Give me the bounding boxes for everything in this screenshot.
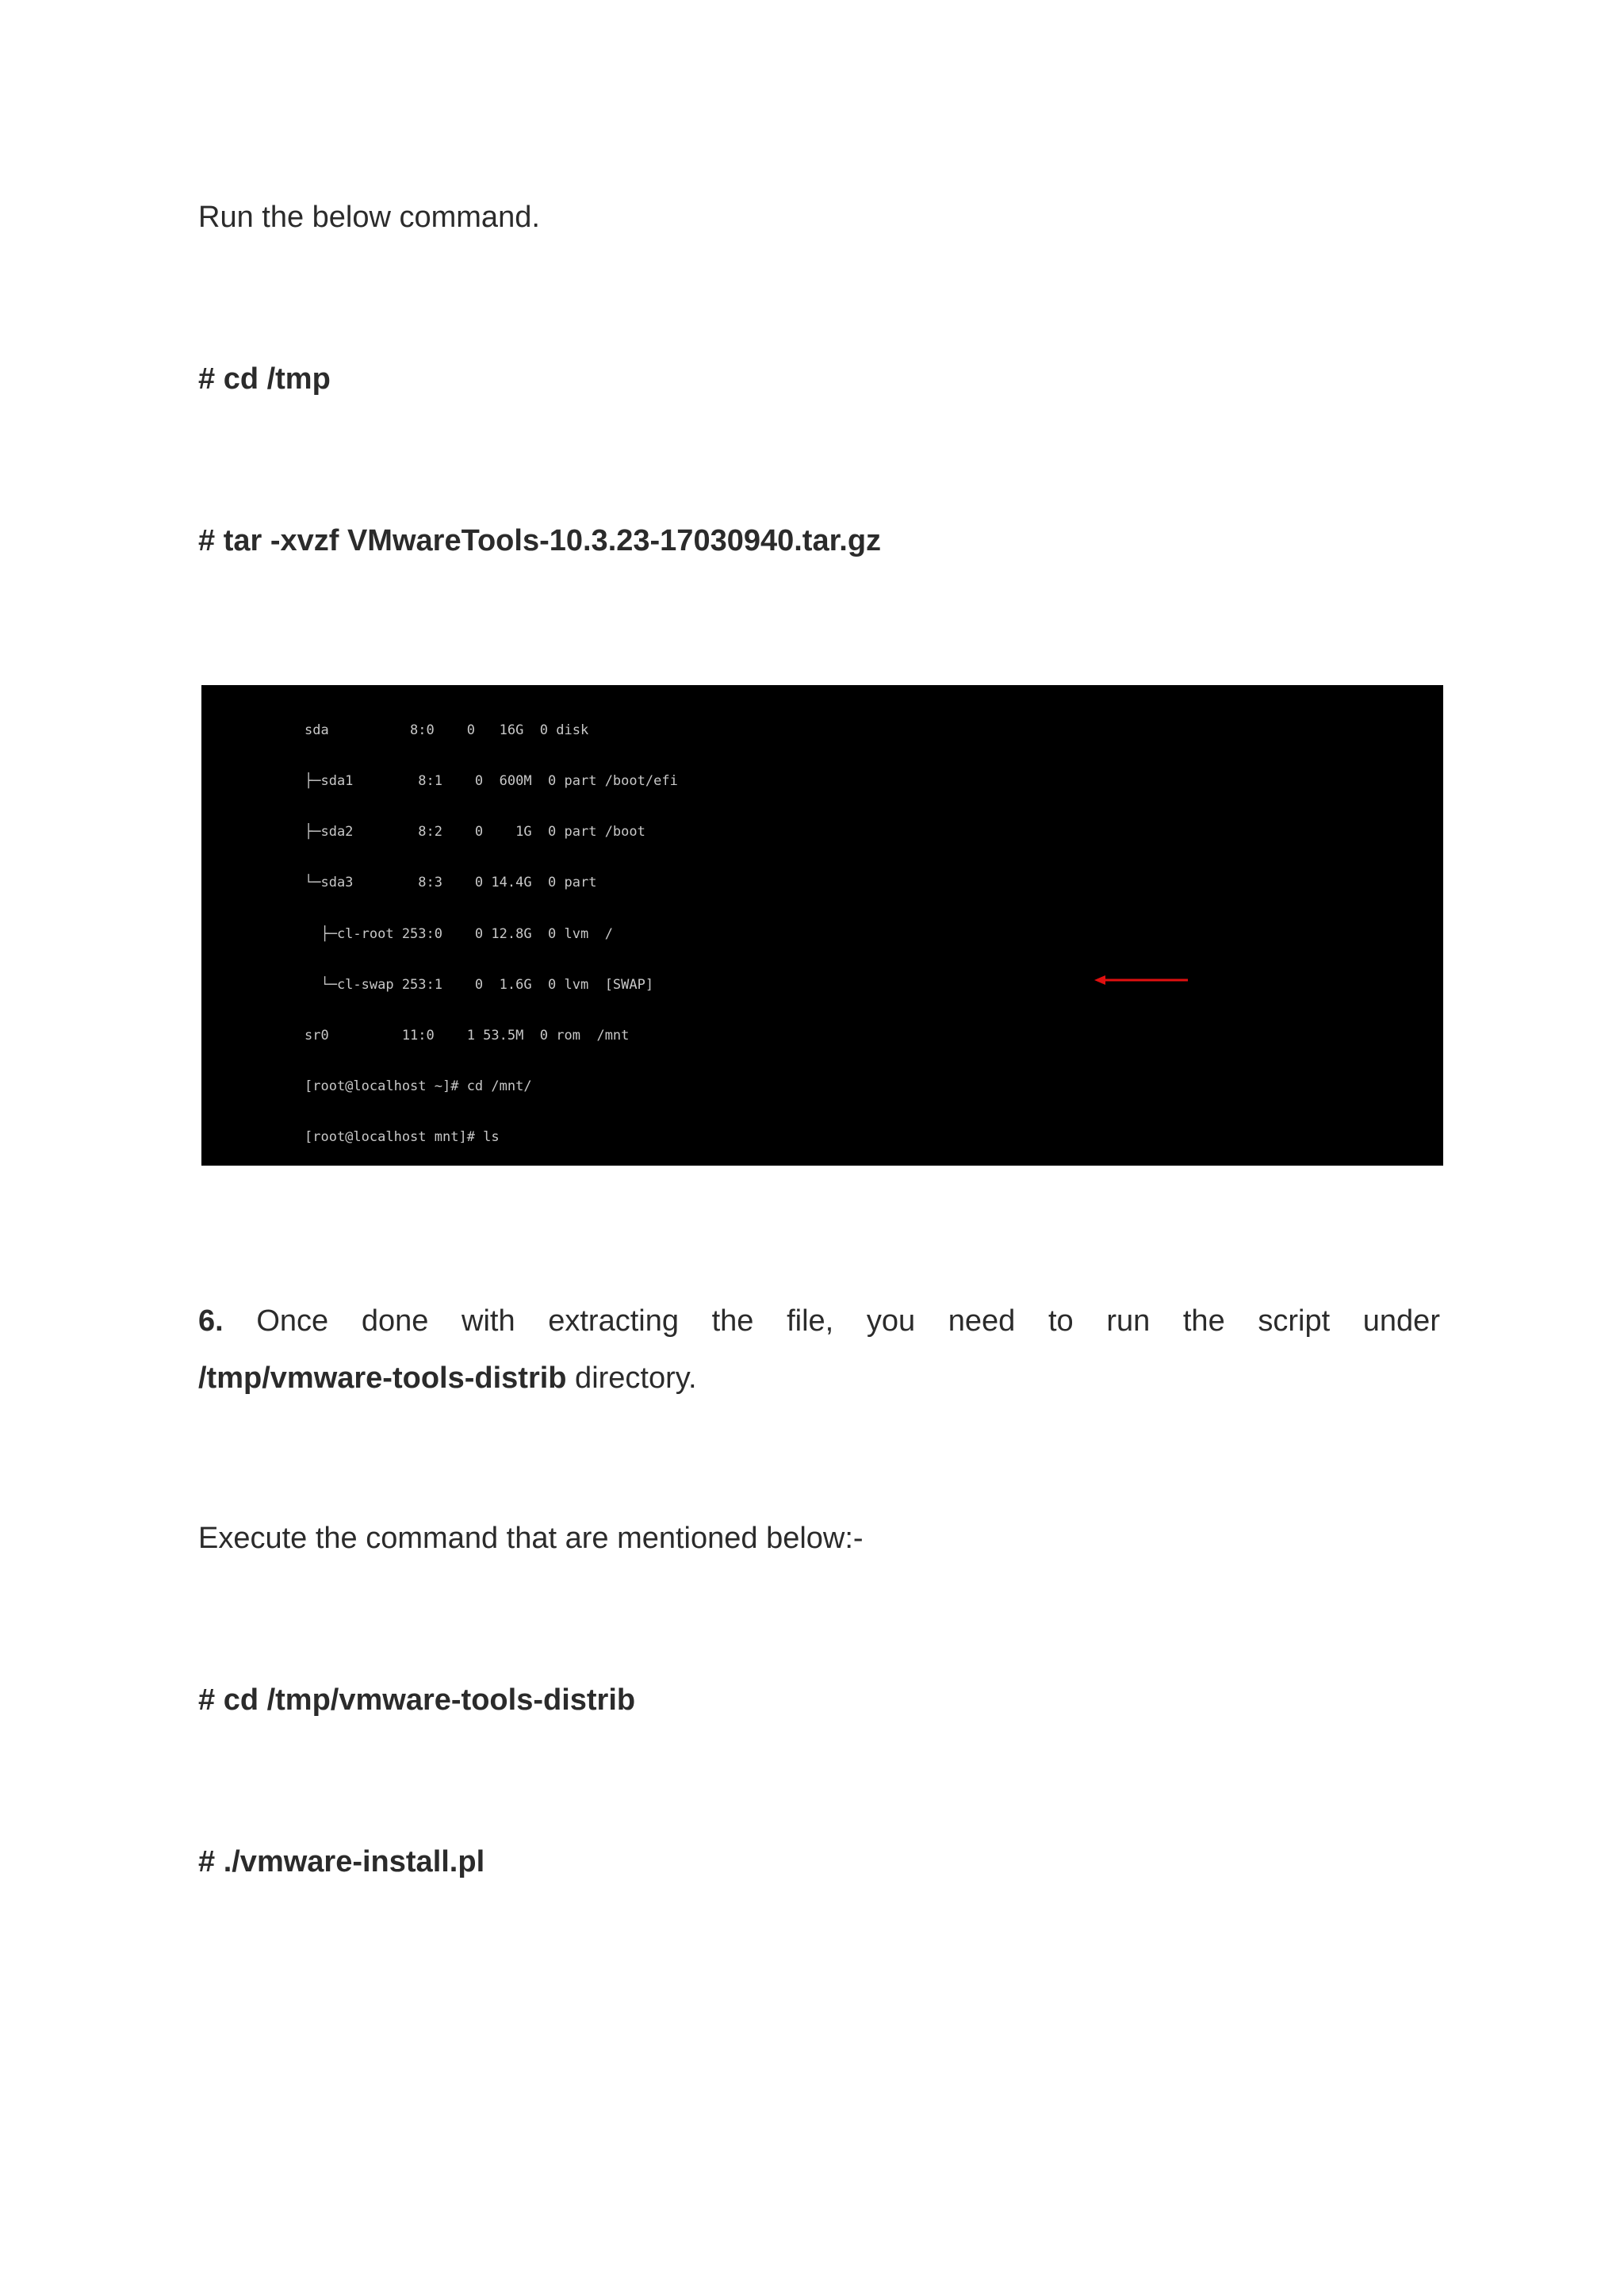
step-word: with — [462, 1304, 515, 1338]
step-word: run — [1106, 1304, 1151, 1338]
terminal-line: ├─sda1 8:1 0 600M 0 part /boot/efi — [304, 773, 678, 790]
step-word: done — [361, 1304, 429, 1338]
terminal-line: ├─cl-root 253:0 0 12.8G 0 lvm / — [304, 925, 613, 942]
step-tail: directory. — [566, 1361, 697, 1395]
step-number: 6. — [198, 1304, 224, 1338]
step-word: Once — [256, 1304, 329, 1338]
execute-text: Execute the command that are mentioned below:- — [198, 1522, 864, 1555]
command-cd-tmp: # cd /tmp — [198, 362, 331, 396]
step-word: to — [1048, 1304, 1074, 1338]
step-word: the — [711, 1304, 754, 1338]
distrib-path: /tmp/vmware-tools-distrib — [198, 1361, 567, 1395]
terminal-line: [root@localhost mnt]# ls — [304, 1129, 500, 1146]
terminal-line: sda 8:0 0 16G 0 disk — [304, 722, 589, 738]
step-word: the — [1182, 1304, 1225, 1338]
red-arrow-icon — [1094, 975, 1189, 986]
terminal-line: sr0 11:0 1 53.5M 0 rom /mnt — [304, 1028, 630, 1044]
step-word: script — [1258, 1304, 1331, 1338]
terminal-line: [root@localhost ~]# cd /mnt/ — [304, 1078, 532, 1095]
step-6-second-line — [198, 1350, 1440, 1407]
step-6-paragraph — [198, 1293, 1440, 1407]
terminal-output — [304, 688, 1262, 1166]
run-below-text: Run the below command. — [198, 201, 540, 234]
command-tar: # tar -xvzf VMwareTools-10.3.23-17030940.tar.gz — [198, 524, 882, 557]
command-install: # ./vmware-install.pl — [198, 1845, 485, 1878]
terminal-screenshot — [201, 685, 1443, 1166]
step-word: extracting — [548, 1304, 679, 1338]
terminal-line: ├─sda2 8:2 0 1G 0 part /boot — [304, 824, 645, 841]
terminal-line: └─cl-swap 253:1 0 1.6G 0 lvm [SWAP] — [304, 976, 654, 993]
step-6-first-line — [198, 1293, 1440, 1350]
step-word: need — [948, 1304, 1016, 1338]
terminal-line: └─sda3 8:3 0 14.4G 0 part — [304, 875, 597, 891]
step-word: you — [866, 1304, 916, 1338]
step-word: file, — [787, 1304, 834, 1338]
step-word: under — [1362, 1304, 1440, 1338]
command-cd-distrib: # cd /tmp/vmware-tools-distrib — [198, 1683, 636, 1717]
